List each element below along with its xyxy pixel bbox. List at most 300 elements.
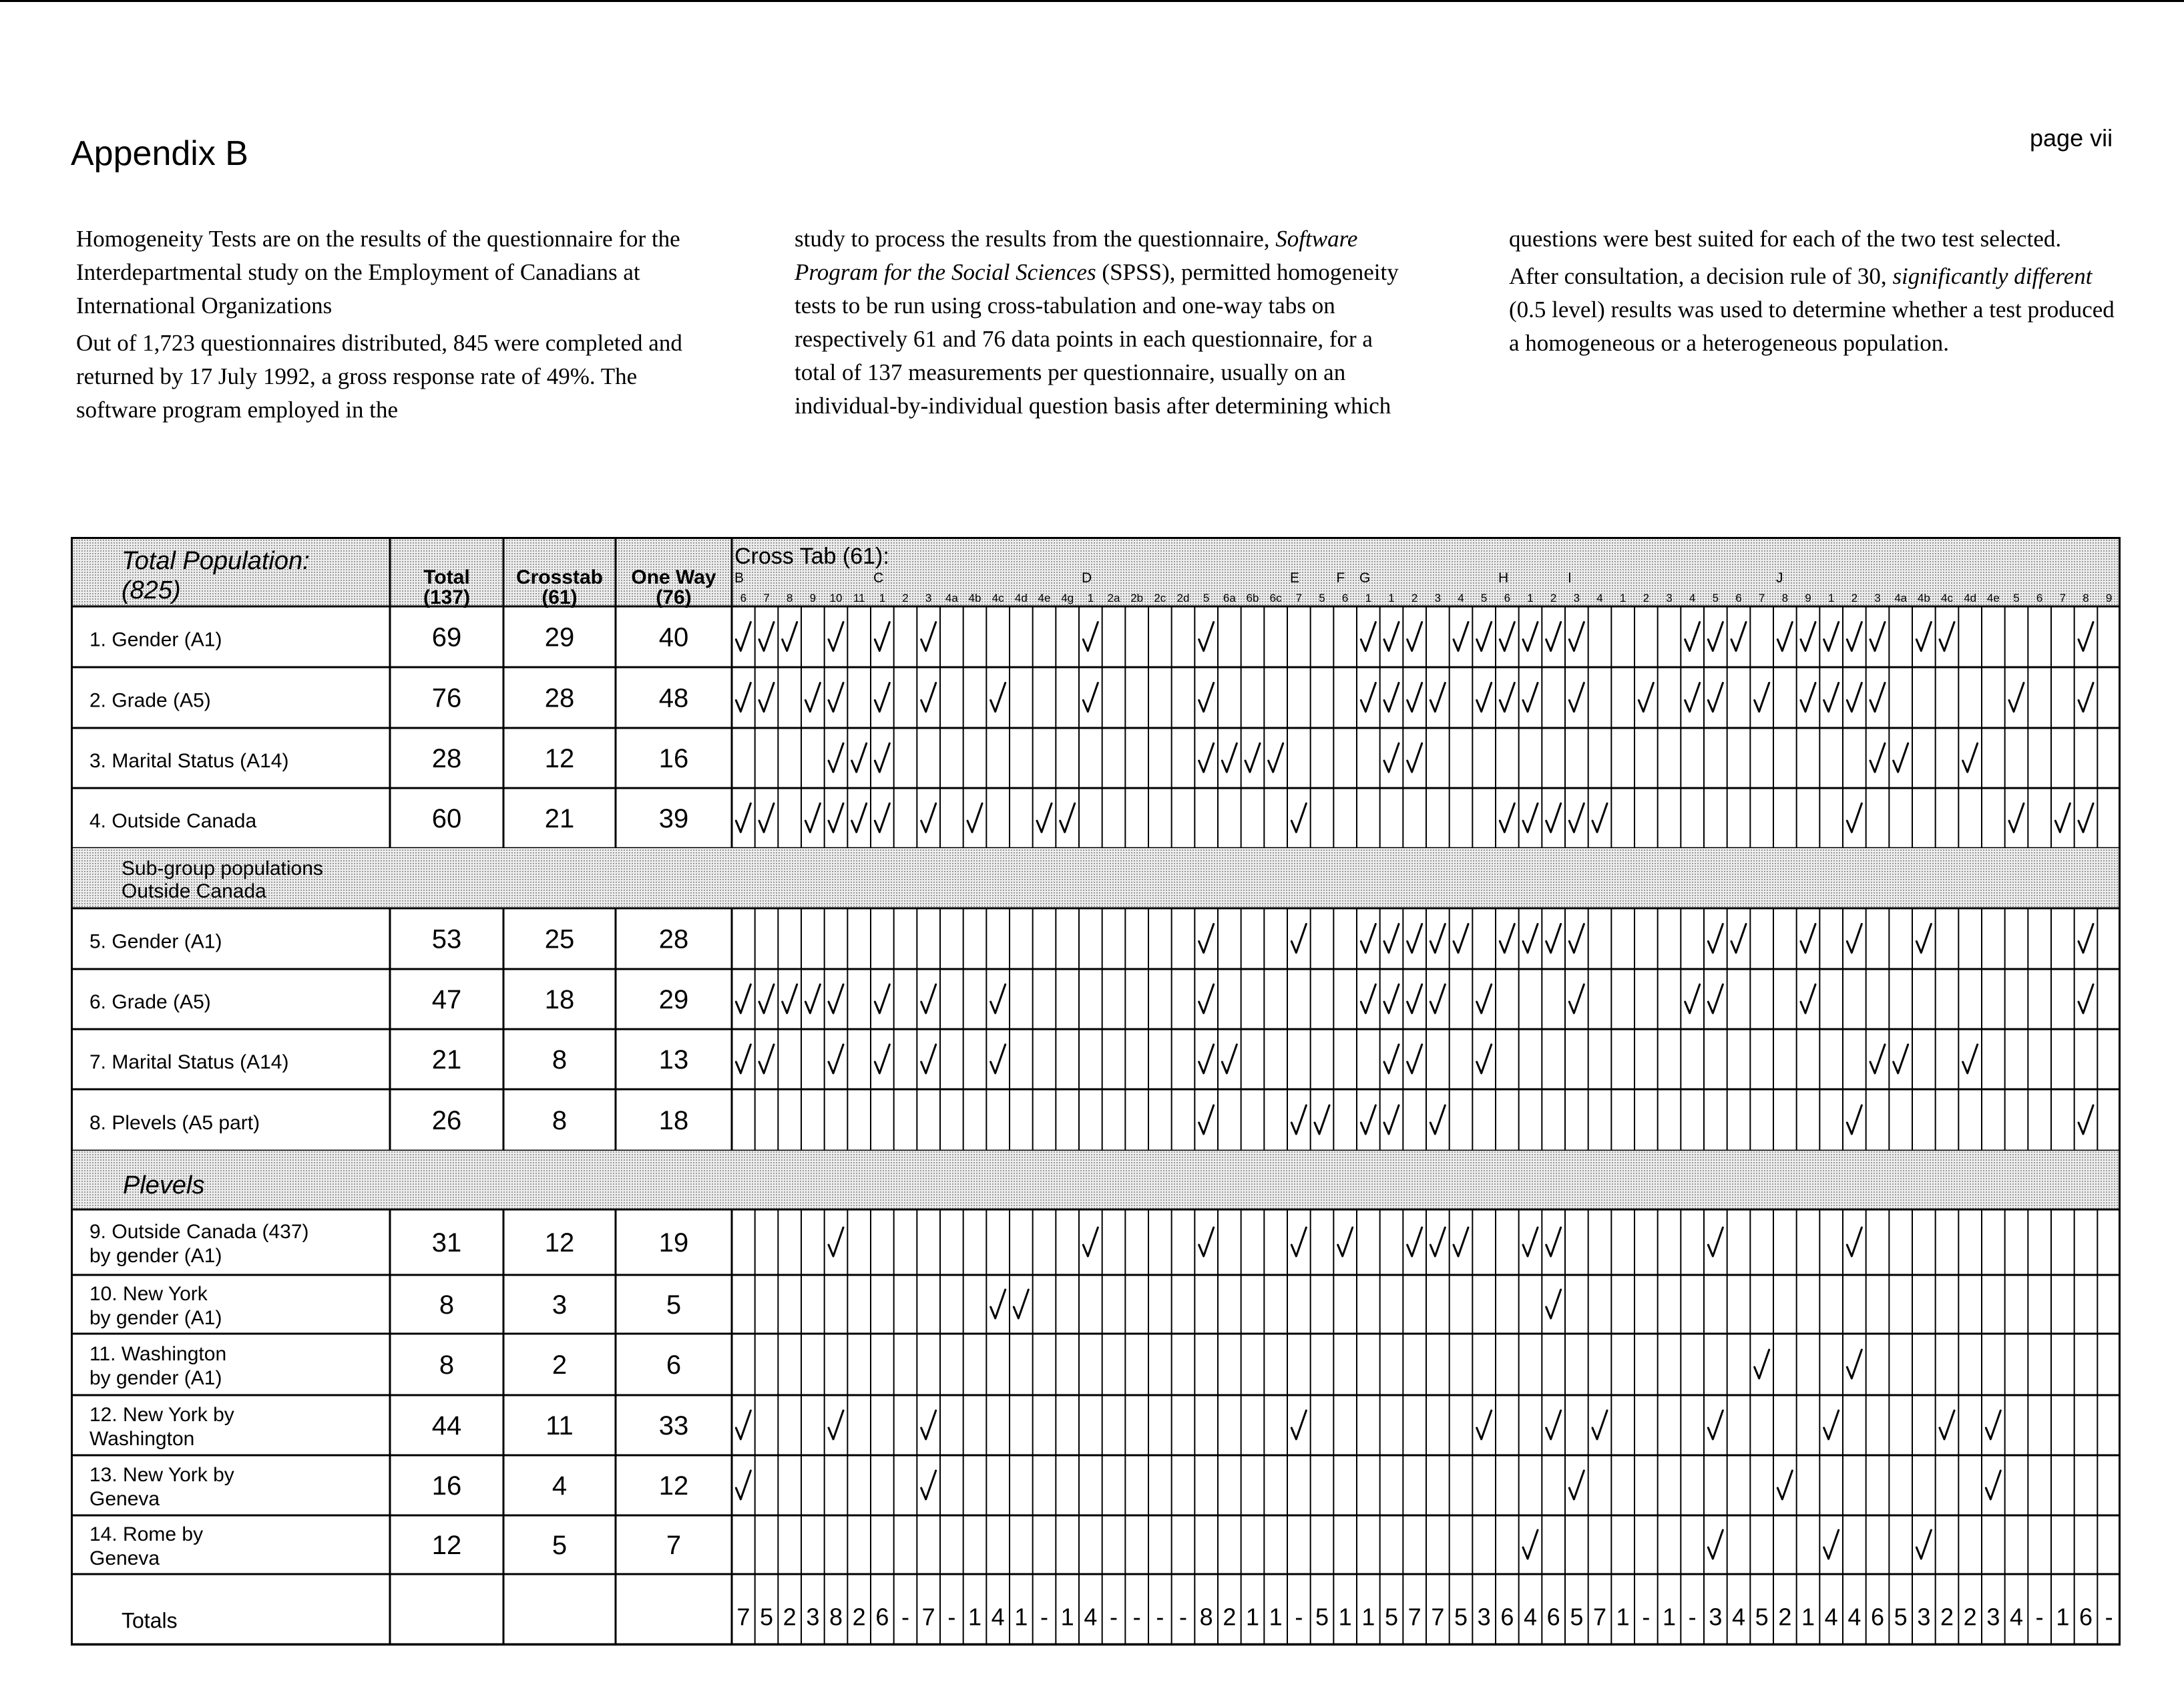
column-label: 3 xyxy=(1573,592,1580,604)
column-label: 4e xyxy=(1986,592,2000,604)
check-mark-icon xyxy=(783,984,797,1013)
check-mark-icon xyxy=(1361,1105,1375,1134)
check-mark-icon xyxy=(2055,803,2070,832)
check-mark-icon xyxy=(1569,1471,1584,1499)
check-mark-icon xyxy=(1199,984,1214,1013)
check-mark-icon xyxy=(1708,683,1723,712)
check-mark-icon xyxy=(1083,683,1098,712)
check-mark-icon xyxy=(967,803,982,832)
oneway-value: 33 xyxy=(658,1411,689,1441)
totals-value: 4 xyxy=(991,1603,1005,1631)
check-mark-icon xyxy=(1916,924,1931,953)
totals-value: 2 xyxy=(1963,1603,1977,1631)
check-mark-icon xyxy=(1430,1105,1445,1134)
totals-value: 3 xyxy=(1709,1603,1723,1631)
check-mark-icon xyxy=(1708,1227,1723,1256)
totals-value: 4 xyxy=(1847,1603,1862,1631)
header-title: Total Population: xyxy=(122,547,310,575)
section-label: Plevels xyxy=(123,1171,205,1199)
check-mark-icon xyxy=(1940,622,1954,651)
row-label: 14. Rome by xyxy=(89,1523,204,1545)
column-label: 4 xyxy=(1596,592,1603,604)
check-mark-icon xyxy=(1407,924,1422,953)
totals-value: - xyxy=(1642,1603,1651,1631)
totals-value: 2 xyxy=(1223,1603,1237,1631)
column-label: 6 xyxy=(1504,592,1511,604)
totals-value: - xyxy=(1688,1603,1697,1631)
totals-value: 7 xyxy=(921,1603,935,1631)
row-label: 11. Washington xyxy=(89,1343,227,1365)
column-label: 5 xyxy=(1480,592,1488,604)
column-label: 1 xyxy=(1527,592,1534,604)
check-mark-icon xyxy=(1916,622,1931,651)
check-mark-icon xyxy=(736,803,750,832)
check-mark-icon xyxy=(1291,803,1306,832)
column-label: 1 xyxy=(1087,592,1094,604)
row-label: 6. Grade (A5) xyxy=(89,991,211,1013)
top-rule xyxy=(0,0,2184,2)
totals-value: 7 xyxy=(1431,1603,1445,1631)
check-mark-icon xyxy=(1546,1227,1561,1256)
crosstab-value: 8 xyxy=(552,1106,568,1135)
intro-text: (0.5 level) results was used to determine whether a test produced a homogeneous or a heterogeneous population. xyxy=(1509,297,2115,356)
oneway-value: 13 xyxy=(658,1045,689,1075)
totals-value: - xyxy=(947,1603,956,1631)
crosstab-value: 4 xyxy=(552,1471,568,1501)
row-label: 1. Gender (A1) xyxy=(89,628,222,651)
check-mark-icon xyxy=(875,743,889,772)
check-mark-icon xyxy=(875,803,889,832)
crosstab-value: 18 xyxy=(544,985,575,1014)
row-label: Geneva xyxy=(89,1488,160,1510)
totals-value: 6 xyxy=(1546,1603,1560,1631)
check-mark-icon xyxy=(1847,803,1862,832)
totals-value: - xyxy=(2035,1603,2044,1631)
totals-value: 1 xyxy=(967,1603,982,1631)
check-mark-icon xyxy=(1407,743,1422,772)
table-border xyxy=(72,538,2120,1645)
oneway-value: 5 xyxy=(666,1290,682,1320)
check-mark-icon xyxy=(991,984,1006,1013)
check-mark-icon xyxy=(1894,1045,1908,1073)
oneway-value: 29 xyxy=(658,985,689,1014)
check-mark-icon xyxy=(1430,1227,1445,1256)
column-label: 4a xyxy=(1894,592,1908,604)
check-mark-icon xyxy=(1037,803,1052,832)
totals-value: 5 xyxy=(759,1603,774,1631)
crosstab-title: Cross Tab (61): xyxy=(734,544,889,569)
check-mark-icon xyxy=(1592,1410,1607,1439)
check-mark-icon xyxy=(1870,743,1885,772)
check-mark-icon xyxy=(991,683,1006,712)
check-mark-icon xyxy=(1847,924,1862,953)
check-mark-icon xyxy=(829,743,843,772)
check-mark-icon xyxy=(1199,1227,1214,1256)
check-mark-icon xyxy=(805,683,820,712)
column-label: 4c xyxy=(1941,592,1953,604)
check-mark-icon xyxy=(1986,1471,2000,1499)
column-label: 5 xyxy=(2013,592,2020,604)
crosstab-value: 3 xyxy=(552,1290,568,1320)
check-mark-icon xyxy=(1407,1227,1422,1256)
total-value: 12 xyxy=(431,1531,462,1560)
column-label: 2 xyxy=(902,592,909,604)
crosstab-value: 2 xyxy=(552,1350,568,1380)
column-label: 4e xyxy=(1038,592,1051,604)
check-mark-icon xyxy=(1824,1530,1839,1559)
column-label: 1 xyxy=(1388,592,1395,604)
check-mark-icon xyxy=(805,984,820,1013)
check-mark-icon xyxy=(2079,1105,2093,1134)
column-label: 1 xyxy=(879,592,886,604)
check-mark-icon xyxy=(1731,924,1746,953)
totals-value: 4 xyxy=(1084,1603,1098,1631)
page-title: Appendix B xyxy=(71,134,248,173)
check-mark-icon xyxy=(1546,622,1561,651)
intro-text: study to process the results from the questionnaire, xyxy=(795,226,1276,252)
check-mark-icon xyxy=(759,1045,774,1073)
totals-value: 3 xyxy=(1917,1603,1931,1631)
totals-value: 2 xyxy=(1778,1603,1792,1631)
check-mark-icon xyxy=(921,803,936,832)
column-label: 2 xyxy=(1851,592,1858,604)
check-mark-icon xyxy=(829,622,843,651)
section-shading xyxy=(71,848,2121,908)
section-shading xyxy=(71,1151,2121,1209)
crosstab-value: 12 xyxy=(544,744,575,773)
column-label: 7 xyxy=(1295,592,1303,604)
check-mark-icon xyxy=(759,803,774,832)
intro-paragraph xyxy=(795,222,1409,423)
group-letter: I xyxy=(1568,570,1572,586)
total-value: 16 xyxy=(431,1471,462,1501)
column-label: 1 xyxy=(1365,592,1372,604)
column-label: 9 xyxy=(1805,592,1811,604)
total-value: 69 xyxy=(431,622,462,652)
check-mark-icon xyxy=(1801,984,1815,1013)
totals-value: 2 xyxy=(852,1603,866,1631)
row-label: 9. Outside Canada (437) xyxy=(89,1221,309,1243)
check-mark-icon xyxy=(991,1290,1006,1318)
check-mark-icon xyxy=(1199,683,1214,712)
column-label: 6b xyxy=(1246,592,1259,604)
oneway-value: 16 xyxy=(658,744,689,773)
check-mark-icon xyxy=(1916,1530,1931,1559)
total-value: 31 xyxy=(431,1228,462,1258)
totals-value: - xyxy=(1295,1603,1303,1631)
check-mark-icon xyxy=(1222,743,1237,772)
totals-value: 1 xyxy=(1245,1603,1260,1631)
check-mark-icon xyxy=(1569,683,1584,712)
intro-paragraph: Out of 1,723 questionnaires distributed, 845 were completed and returned by 17 July 1992, a gross response rate of 49%. The software program employed in the xyxy=(76,330,682,423)
totals-value: 2 xyxy=(783,1603,797,1631)
column-label: 7 xyxy=(2059,592,2066,604)
totals-value: 5 xyxy=(1454,1603,1468,1631)
check-mark-icon xyxy=(2079,984,2093,1013)
totals-value: 5 xyxy=(1315,1603,1329,1631)
check-mark-icon xyxy=(1199,1105,1214,1134)
oneway-value: 6 xyxy=(666,1350,682,1380)
totals-value: 7 xyxy=(736,1603,750,1631)
column-label: 6 xyxy=(1341,592,1349,604)
totals-value: 4 xyxy=(1731,1603,1746,1631)
totals-value: 4 xyxy=(1824,1603,1838,1631)
totals-value: 6 xyxy=(1870,1603,1885,1631)
check-mark-icon xyxy=(1407,984,1422,1013)
totals-value: 7 xyxy=(1407,1603,1422,1631)
column-label: 2 xyxy=(1550,592,1557,604)
check-mark-icon xyxy=(1454,622,1468,651)
oneway-value: 48 xyxy=(658,683,689,713)
check-mark-icon xyxy=(1870,683,1885,712)
column-label: 5 xyxy=(1712,592,1719,604)
check-mark-icon xyxy=(1824,1410,1839,1439)
check-mark-icon xyxy=(1546,924,1561,953)
check-mark-icon xyxy=(852,803,867,832)
totals-value: 1 xyxy=(1060,1603,1074,1631)
check-mark-icon xyxy=(736,1471,750,1499)
column-label: 2b xyxy=(1130,592,1144,604)
check-mark-icon xyxy=(1430,984,1445,1013)
check-mark-icon xyxy=(1199,622,1214,651)
column-label: 3 xyxy=(925,592,932,604)
check-mark-icon xyxy=(875,1045,889,1073)
row-label: 13. New York by xyxy=(89,1464,234,1486)
check-mark-icon xyxy=(1523,683,1538,712)
check-mark-icon xyxy=(2079,622,2093,651)
check-mark-icon xyxy=(829,803,843,832)
total-value: 44 xyxy=(431,1411,462,1441)
totals-value: - xyxy=(1040,1603,1048,1631)
total-column-header: Total xyxy=(423,566,470,588)
check-mark-icon xyxy=(1847,622,1862,651)
totals-value: 1 xyxy=(2056,1603,2070,1631)
section-label: Outside Canada xyxy=(122,880,266,902)
check-mark-icon xyxy=(875,984,889,1013)
row-label: 3. Marital Status (A14) xyxy=(89,750,289,772)
check-mark-icon xyxy=(1685,622,1700,651)
column-label: 2c xyxy=(1154,592,1166,604)
group-letter: J xyxy=(1776,570,1783,586)
totals-value: 8 xyxy=(1199,1603,1213,1631)
column-label: 6 xyxy=(1735,592,1742,604)
group-letter: G xyxy=(1359,570,1371,586)
check-mark-icon xyxy=(1060,803,1075,832)
check-mark-icon xyxy=(1407,683,1422,712)
homogeneity-table xyxy=(71,537,2121,1646)
check-mark-icon xyxy=(1361,683,1375,712)
check-mark-icon xyxy=(1269,743,1283,772)
totals-value: - xyxy=(1179,1603,1187,1631)
intro-paragraph xyxy=(1509,260,2123,360)
check-mark-icon xyxy=(1894,743,1908,772)
check-mark-icon xyxy=(1384,743,1399,772)
check-mark-icon xyxy=(1384,924,1399,953)
totals-value: 3 xyxy=(806,1603,820,1631)
check-mark-icon xyxy=(1592,803,1607,832)
total-value: 76 xyxy=(431,683,462,713)
column-label: 4 xyxy=(1458,592,1464,604)
check-mark-icon xyxy=(1477,683,1492,712)
column-label: 4a xyxy=(945,592,958,604)
check-mark-icon xyxy=(1361,984,1375,1013)
check-mark-icon xyxy=(1384,1045,1399,1073)
total-value: 21 xyxy=(431,1045,462,1075)
totals-value: 5 xyxy=(1384,1603,1399,1631)
crosstab-value: 11 xyxy=(545,1411,574,1441)
column-label: 2 xyxy=(1411,592,1418,604)
crosstab-value: 21 xyxy=(544,804,575,833)
check-mark-icon xyxy=(921,1045,936,1073)
check-mark-icon xyxy=(1245,743,1260,772)
totals-value: 3 xyxy=(1477,1603,1491,1631)
check-mark-icon xyxy=(1083,1227,1098,1256)
check-mark-icon xyxy=(1685,984,1700,1013)
row-label: 7. Marital Status (A14) xyxy=(89,1051,289,1073)
totals-value: 4 xyxy=(1523,1603,1538,1631)
check-mark-icon xyxy=(921,1410,936,1439)
group-letter: D xyxy=(1082,570,1092,586)
check-mark-icon xyxy=(1430,683,1445,712)
intro-paragraph: Homogeneity Tests are on the results of the questionnaire for the Interdepartmental study on the Employment of Canadians at International Organizations xyxy=(76,226,680,319)
check-mark-icon xyxy=(1338,1227,1353,1256)
check-mark-icon xyxy=(1199,924,1214,953)
check-mark-icon xyxy=(1477,622,1492,651)
check-mark-icon xyxy=(759,622,774,651)
column-label: 9 xyxy=(2105,592,2113,604)
check-mark-icon xyxy=(1523,1227,1538,1256)
column-label: 2a xyxy=(1107,592,1120,604)
page-number: page vii xyxy=(2030,124,2113,152)
group-letter: F xyxy=(1336,570,1345,586)
section-label: Sub-group populations xyxy=(122,858,323,880)
totals-value: 1 xyxy=(1269,1603,1283,1631)
total-value: 8 xyxy=(439,1290,455,1320)
column-label: 8 xyxy=(1781,592,1789,604)
check-mark-icon xyxy=(736,984,750,1013)
totals-value: - xyxy=(2105,1603,2113,1631)
check-mark-icon xyxy=(1384,1105,1399,1134)
check-mark-icon xyxy=(1523,1530,1538,1559)
check-mark-icon xyxy=(829,1227,843,1256)
intro-paragraph: questions were best suited for each of the two test selected. xyxy=(1509,226,2062,252)
check-mark-icon xyxy=(1199,1045,1214,1073)
check-mark-icon xyxy=(1870,1045,1885,1073)
totals-value: 4 xyxy=(2009,1603,2024,1631)
group-letter: C xyxy=(873,570,884,586)
intro-column-1 xyxy=(76,222,690,431)
check-mark-icon xyxy=(1407,1045,1422,1073)
column-label: 4g xyxy=(1061,592,1074,604)
totals-value: 1 xyxy=(1014,1603,1028,1631)
check-mark-icon xyxy=(1731,622,1746,651)
row-label: by gender (A1) xyxy=(89,1245,222,1267)
check-mark-icon xyxy=(1847,1350,1862,1378)
check-mark-icon xyxy=(875,683,889,712)
column-label: 7 xyxy=(763,592,770,604)
row-label: 5. Gender (A1) xyxy=(89,930,222,953)
row-label: Geneva xyxy=(89,1547,160,1569)
total-column-subheader: (137) xyxy=(423,586,471,608)
check-mark-icon xyxy=(1546,1410,1561,1439)
check-mark-icon xyxy=(1523,622,1538,651)
totals-value: 5 xyxy=(1570,1603,1584,1631)
column-label: 9 xyxy=(809,592,817,604)
totals-value: - xyxy=(1156,1603,1164,1631)
column-label: 4 xyxy=(1689,592,1696,604)
totals-value: - xyxy=(1110,1603,1118,1631)
check-mark-icon xyxy=(1291,1410,1306,1439)
check-mark-icon xyxy=(736,622,750,651)
group-letter: H xyxy=(1498,570,1509,586)
check-mark-icon xyxy=(1708,924,1723,953)
check-mark-icon xyxy=(1824,683,1839,712)
check-mark-icon xyxy=(1454,924,1468,953)
check-mark-icon xyxy=(852,743,867,772)
column-label: 4d xyxy=(1014,592,1028,604)
row-label: by gender (A1) xyxy=(89,1307,222,1329)
check-mark-icon xyxy=(1500,803,1514,832)
intro-text: After consultation, a decision rule of 30, xyxy=(1509,263,1893,289)
check-mark-icon xyxy=(1801,683,1815,712)
check-mark-icon xyxy=(921,984,936,1013)
totals-label: Totals xyxy=(122,1608,178,1633)
column-label: 8 xyxy=(2083,592,2089,604)
total-value: 47 xyxy=(431,985,462,1014)
row-label: 12. New York by xyxy=(89,1404,234,1426)
check-mark-icon xyxy=(1870,622,1885,651)
check-mark-icon xyxy=(1708,984,1723,1013)
total-value: 28 xyxy=(431,744,462,773)
check-mark-icon xyxy=(1777,1471,1792,1499)
crosstab-column-subheader: (61) xyxy=(541,586,578,608)
check-mark-icon xyxy=(1477,1045,1492,1073)
oneway-column-subheader: (76) xyxy=(656,586,692,608)
check-mark-icon xyxy=(1014,1290,1028,1318)
check-mark-icon xyxy=(1569,803,1584,832)
check-mark-icon xyxy=(783,622,797,651)
check-mark-icon xyxy=(2079,924,2093,953)
crosstab-column-header: Crosstab xyxy=(515,566,604,588)
column-label: 6 xyxy=(740,592,747,604)
check-mark-icon xyxy=(1384,683,1399,712)
column-label: 6c xyxy=(1269,592,1282,604)
group-letter: E xyxy=(1290,570,1300,586)
column-label: 3 xyxy=(1874,592,1881,604)
row-label: by gender (A1) xyxy=(89,1367,222,1389)
check-mark-icon xyxy=(736,1410,750,1439)
check-mark-icon xyxy=(1755,1350,1769,1378)
check-mark-icon xyxy=(759,984,774,1013)
column-label: 2 xyxy=(1643,592,1650,604)
check-mark-icon xyxy=(1500,622,1514,651)
column-label: 6 xyxy=(2036,592,2043,604)
check-mark-icon xyxy=(1777,622,1792,651)
check-mark-icon xyxy=(1708,622,1723,651)
column-label: 5 xyxy=(1319,592,1325,604)
intro-text: (SPSS), permitted homogeneity tests to be run using cross-tabulation and one-way tabs on respectively 61 and 76 data points in each questionnaire, for a total of 137 measurements per questionnaire, usually on an individual-by-individual question basis after determining which xyxy=(795,259,1399,419)
check-mark-icon xyxy=(1500,924,1514,953)
check-mark-icon xyxy=(1801,622,1815,651)
crosstab-value: 25 xyxy=(544,924,575,954)
check-mark-icon xyxy=(736,683,750,712)
totals-value: 1 xyxy=(1361,1603,1375,1631)
oneway-value: 40 xyxy=(658,622,689,652)
check-mark-icon xyxy=(1847,1105,1862,1134)
check-mark-icon xyxy=(829,1410,843,1439)
check-mark-icon xyxy=(1523,924,1538,953)
check-mark-icon xyxy=(1430,924,1445,953)
